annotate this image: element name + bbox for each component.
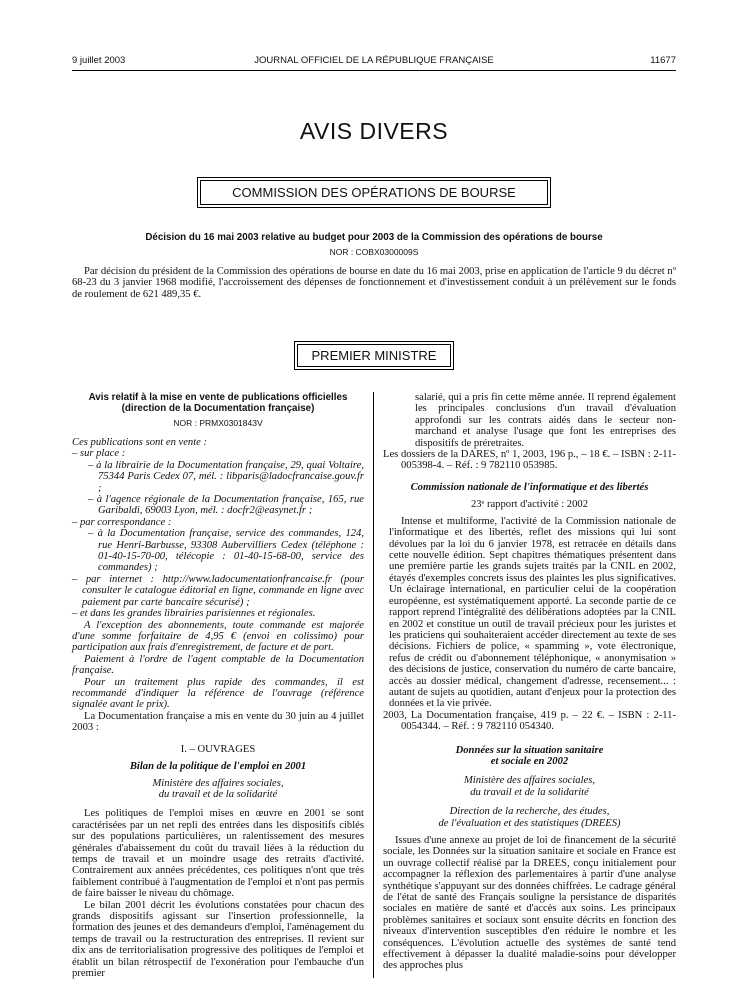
sante-description: Issues d'une annexe au projet de loi de financement de la sécurité sociale, les Données sur la situation sanitaire et sociale en France est un ouvrage collectif réalisé par la DREES, conçu initialement pour accompagner la réflexion des parlementaires à partir d'une analyse synthétique s'appuyant sur des données chiffrées. Le cadrage général de l'état de santé des Français souligne la persistance de disparités sociales en matière de santé et d'accès aux soins. Les principaux problèmes sanitaires et sociaux sont ensuite décrits en fonction des niveaux d'intervention susceptibles d'en réduire le nombre et les conséquences. L'évolution actuelle des systèmes de santé tend effectivement à dépasser la dualité maladie-soins pour développer des approches plus: [383, 835, 676, 972]
left-column: [72, 392, 364, 979]
section-ouvrages: I. – OUVRAGES: [180, 743, 256, 755]
payment-order: Paiement à l'ordre de l'agent comptable de la Documentation française.: [72, 653, 364, 677]
cob-section-title: COMMISSION DES OPÉRATIONS DE BOURSE: [232, 185, 516, 200]
cnil-report-title: 23ᵉ rapport d'activité : 2002: [470, 498, 588, 510]
publications-nor: NOR : PRMX0301843V: [173, 418, 263, 428]
header-rule: [72, 70, 676, 71]
sales-bookshops: – et dans les grandes librairies parisiennes et régionales.: [72, 608, 316, 620]
bilan-title: Bilan de la politique de l'emploi en 2001: [129, 760, 307, 772]
premier-ministre-title: PREMIER MINISTRE: [311, 348, 437, 363]
bilan-ministry-line2: du travail et de la solidarité: [158, 788, 278, 800]
cob-decision-text: Par décision du président de la Commission des opérations de bourse en date du 16 mai 2003, prise en application de l'article 9 du décret nº 68-23 du 3 janvier 1968 modifié, l'accroissement des dépenses de fonctionnement et d'investissement conduit à un prélèvement sur le fonds de roulement de 621 489,35 €.: [72, 266, 676, 300]
cob-decision-title: Décision du 16 mai 2003 relative au budget pour 2003 de la Commission des opérations de bourse: [145, 232, 603, 243]
cnil-title: Commission nationale de l'informatique et des libertés: [410, 481, 649, 493]
cnil-description: Intense et multiforme, l'activité de la Commission nationale de l'informatique et des libertés, reflet des missions qui lui sont dévolues par la loi du 6 janvier 1978, est retracée en détails dans cette nouvelle édition. Sept chapitres thématiques présentent dans une première partie les grands sujets traités par la CNIL en 2002, étayés d'exemples concrets issus des plaintes les plus significatives. Un éclairage international, en particulier celui de la coopération européenne, est systématiquement apporté. La seconde partie de ce rapport reprend l'intégralité des délibérations adoptées par la CNIL en 2002 et constitue un outil de travail précieux pour les juristes et les praticiens qui souhaiteraient accéder directement au texte de ses décisions. Fichiers de police, « spamming », vote électronique, refus de crédit ou d'abonnement téléphonique, « anonymisation » des décisions de justice, conservation du numéro de carte bancaire, accès au dossier médical, changement d'adresse, recensement... : autant de sujets au quotidien, autant d'enjeux pour la protection des données et la vie privée.: [389, 515, 676, 710]
cob-nor: NOR : COBX0300009S: [329, 247, 419, 257]
dares-reference: Les dossiers de la DARES, nº 1, 2003, 196 p., – 18 €. – ISBN : 2-11-005398-4. – Réf. : 9 782110 053985.: [383, 449, 676, 472]
bilan-ministry-line1: Ministère des affaires sociales,: [152, 777, 284, 789]
premier-ministre-box: [294, 341, 454, 370]
sante-title-line2: et sociale en 2002: [490, 755, 569, 767]
column-divider: [373, 392, 374, 978]
header-page-number: 11677: [650, 55, 676, 66]
sales-order-service: – à la Documentation française, service des commandes, 124, rue Henri-Barbusse, 93308 Aubervilliers Cedex (téléphone : 01-40-15-70-00, télécopie : 01-40-15-68-00, service des commandes) ;: [88, 528, 364, 574]
header-date: 9 juillet 2003: [72, 55, 126, 66]
sales-lyon-agency: – à l'agence régionale de la Documentation française, 165, rue Garibaldi, 69003 Lyon, mél. : docfr2@easynet.fr ;: [88, 494, 364, 517]
right-column: [383, 392, 676, 972]
sales-paris-bookshop: – à la librairie de la Documentation française, 29, quai Voltaire, 75344 Paris Cedex 07, mél. : libparis@ladocfrancaise.gouv.fr ;: [88, 459, 364, 494]
publications-title-line1: Avis relatif à la mise en vente de publications officielles: [88, 392, 348, 403]
cob-section-box: [197, 177, 551, 208]
processing-tip: Pour un traitement plus rapide des commandes, il est recommandé d'indiquer la référence de l'ouvrage (référence signalée avant le prix).: [72, 676, 364, 711]
bilan-continued: salarié, qui a pris fin cette même année. Il reprend également les principales conclusions d'un travail d'évaluation approfondi sur les contrats aidés dans le secteur non-marchand et analyse l'usage que font les entreprises des dispositifs de préretraites.: [415, 392, 676, 449]
sales-internet: – par internet : http://www.ladocumentationfrancaise.fr (pour consulter le catalogue éditorial en ligne, commande en ligne avec paiement par carte bancaire sécurisé) ;: [72, 573, 364, 608]
cnil-reference: 2003, La Documentation française, 419 p. – 22 €. – ISBN : 2-11-0054344. – Réf. : 9 782110 054340.: [383, 709, 676, 733]
sales-intro: Ces publications sont en vente :: [72, 437, 208, 448]
drees-line1: Direction de la recherche, des études,: [449, 806, 610, 818]
bilan-paragraph-1: Les politiques de l'emploi mises en œuvre en 2001 se sont caractérisées par un net repli des entrées dans les dispositifs ciblés sur des populations particulières, un ralentissement des mesures générales d'abaissement du coût du travail liées à la réduction du temps de travail et un moindre usage des retraits d'activité. Contrairement aux années précédentes, ces politiques n'ont que très faiblement contribué à l'augmentation de l'emploi et n'ont pas permis de faire baisser le niveau du chômage.: [72, 808, 364, 900]
drees-line2: de l'évaluation et des statistiques (DREES): [438, 817, 621, 829]
sante-title-line1: Données sur la situation sanitaire: [455, 744, 604, 756]
sante-ministry-line1: Ministère des affaires sociales,: [463, 775, 596, 787]
bilan-paragraph-2: Le bilan 2001 décrit les évolutions constatées pour chacun des grands dispositifs agissant sur l'insertion professionnelle, la formation des jeunes et des demandeurs d'emploi, l'aménagement du temps de travail ou la restructuration des entreprises. Il revient sur dix ans de territorialisation progressive des politiques de l'emploi et établit un bilan rétrospectif de l'exonération pour l'embauche d'un premier: [72, 899, 364, 980]
sale-period: La Documentation française a mis en vente du 30 juin au 4 juillet 2003 :: [72, 710, 364, 734]
sales-mail: – par correspondance :: [72, 516, 172, 528]
sante-ministry-line2: du travail et de la solidarité: [470, 786, 589, 798]
avis-divers-title: AVIS DIVERS: [299, 118, 449, 144]
shipping-surcharge: A l'exception des abonnements, toute commande est majorée d'une somme forfaitaire de 4,95 € (envoi en colissimo) pour participation aux frais d'enregistrement, de facture et de port.: [72, 619, 364, 654]
header-journal-title: JOURNAL OFFICIEL DE LA RÉPUBLIQUE FRANÇAISE: [254, 55, 494, 66]
sales-on-site: – sur place :: [72, 448, 126, 460]
publications-title-line2: (direction de la Documentation française): [121, 403, 315, 414]
